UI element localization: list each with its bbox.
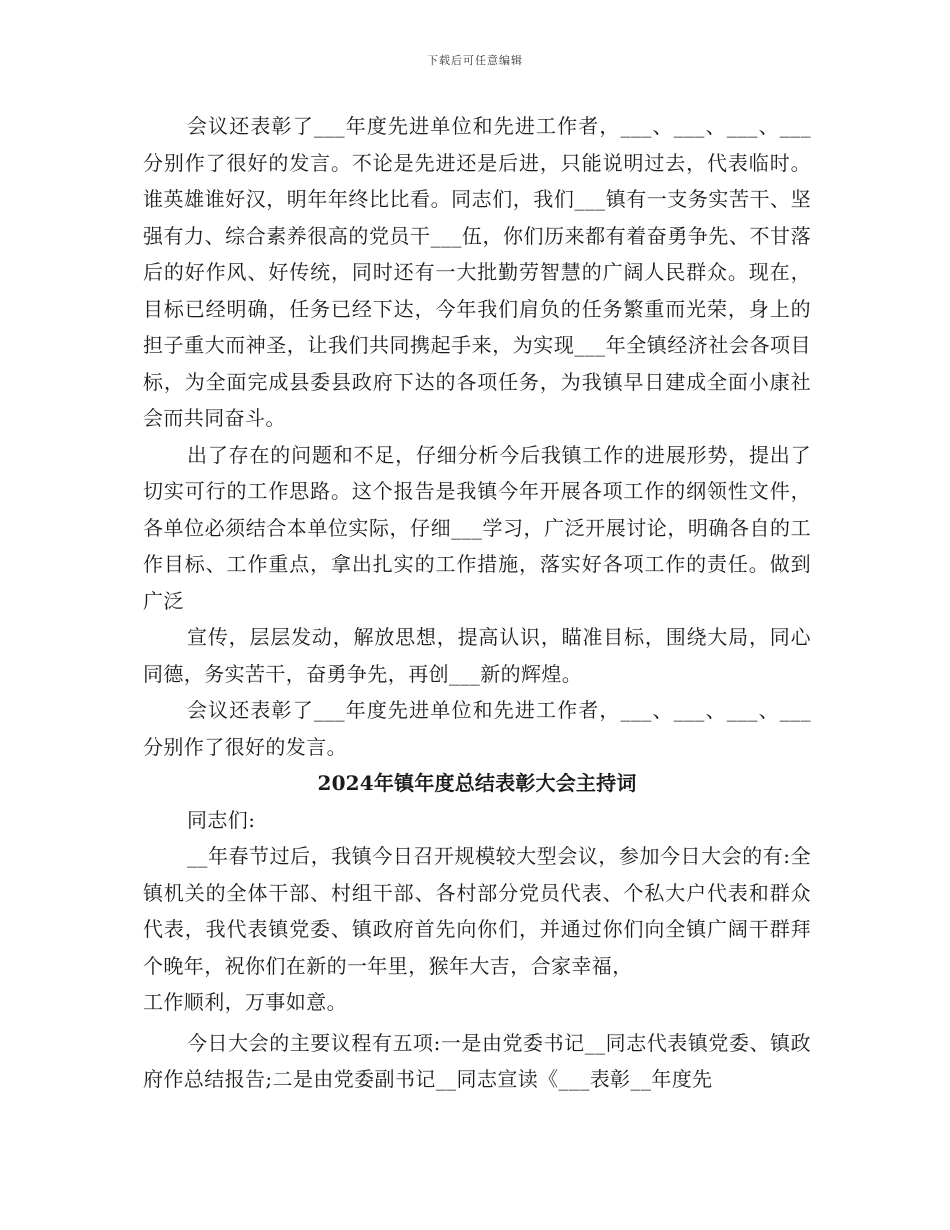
document-title: 2024年镇年度总结表彰大会主持词 [317,771,637,795]
paragraph-opening: __年春节过后，我镇今日召开规模较大型会议，参加今日大会的有:全镇机关的全体干部、村组干部、各村部分党员代表、个私大户代表和群众代表，我代表镇党委、镇政府首先向你们，并通过你们向全镇广阔干群拜个晚年，祝你们在新的一年里，猴年大吉，合家幸福， [143,844,811,978]
paragraph-commendation-repeat: 会议还表彰了___年度先进单位和先进工作者，___、___、___、___分别作了很好的发言。 [143,698,811,759]
paragraph-opening-wish: 工作顺利，万事如意。 [143,990,347,1014]
document-body [143,108,811,1098]
paragraph-work-ideas: 出了存在的问题和不足，仔细分析今后我镇工作的进展形势，提出了切实可行的工作思路。这个报告是我镇今年开展各项工作的纲领性文件，各单位必须结合本单位实际，仔细___学习，广泛开展讨论，明确各自的工作目标、工作重点，拿出扎实的工作措施，落实好各项工作的责任。做到广泛 [143,442,811,613]
salutation: 同志们: [187,807,256,832]
paragraph-agenda: 今日大会的主要议程有五项:一是由党委书记__同志代表镇党委、镇政府作总结报告;二是由党委副书记__同志宣读《___表彰__年度先 [143,1030,811,1091]
paragraph-publicity: 宣传，层层发动，解放思想，提高认识，瞄准目标，围绕大局，同心同德，务实苦干，奋勇争先，再创___新的辉煌。 [143,625,811,686]
page-header-note: 下载后可任意编辑 [427,54,523,67]
paragraph-commendation: 会议还表彰了___年度先进单位和先进工作者，___、___、___、___分别作了很好的发言。不论是先进还是后进，只能说明过去，代表临时。谁英雄谁好汉，明年年终比比看。同志们，我们___镇有一支务实苦干、坚强有力、综合素养很高的党员干___伍，你们历来都有着奋勇争先、不甘落后的好作风、好传统，同时还有一大批勤劳智慧的广阔人民群众。现在，目标已经明确，任务已经下达，今年我们肩负的任务繁重而光荣，身上的担子重大而神圣，让我们共同携起手来，为实现___年全镇经济社会各项目标，为全面完成县委县政府下达的各项任务，为我镇早日建成全面小康社会而共同奋斗。 [143,114,811,430]
